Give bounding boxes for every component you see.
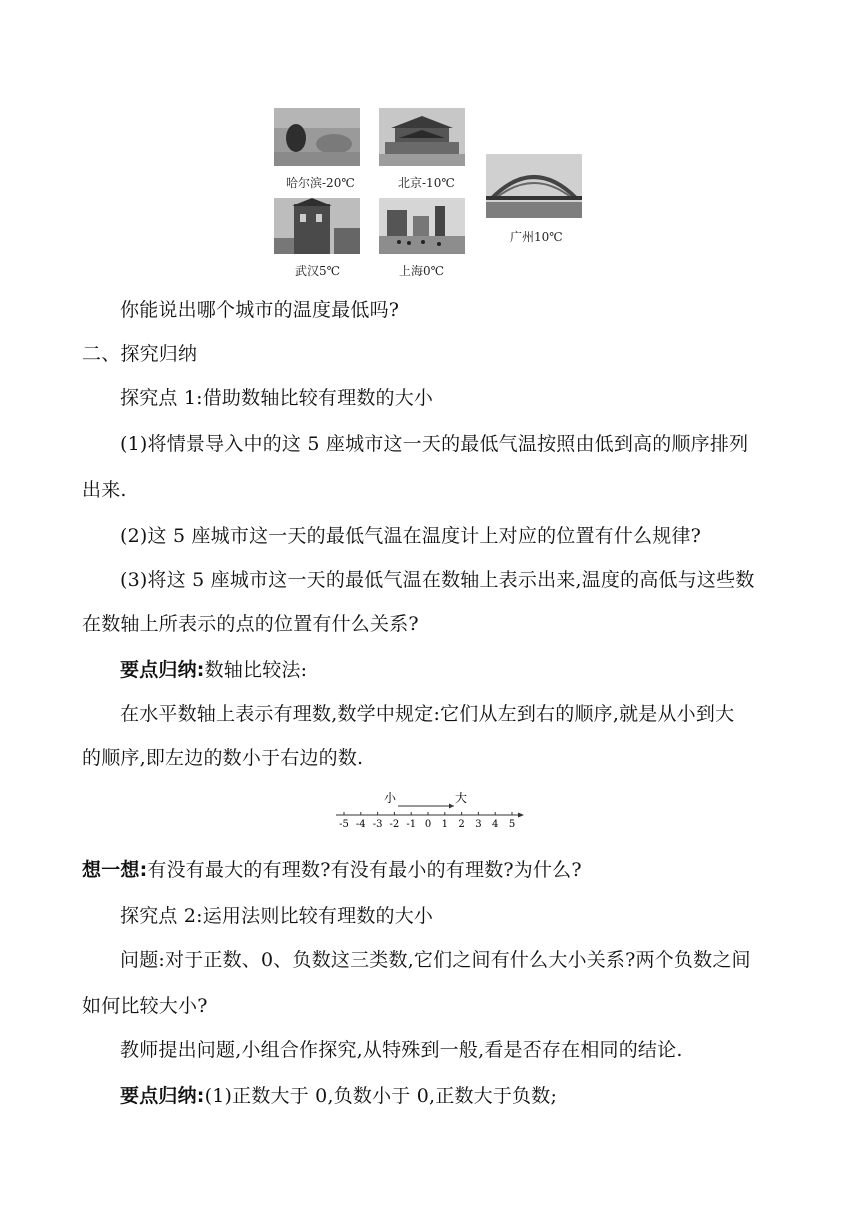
tick-label: -1 <box>406 819 417 830</box>
think-line <box>82 858 582 882</box>
tick-label: -5 <box>339 819 349 830</box>
tick-label: -4 <box>355 819 366 830</box>
think-label: 想一想: <box>82 859 148 881</box>
guangzhou-photo <box>486 154 582 218</box>
axis-arrow-icon <box>518 813 524 818</box>
problem-line2: 如何比较大小? <box>82 995 208 1017</box>
key-point-1 <box>120 658 307 682</box>
section-title: 二、探究归纳 <box>82 343 198 365</box>
tick-label: 2 <box>458 819 465 830</box>
wuhan-photo <box>274 198 360 254</box>
problem-line1: 问题:对于正数、0、负数这三类数,它们之间有什么大小关系?两个负数之间 <box>120 949 751 971</box>
tick-label: 1 <box>441 819 448 830</box>
tick-label: 3 <box>475 819 482 830</box>
beijing-caption: 北京-10℃ <box>398 176 455 190</box>
key-point-2-label: 要点归纳: <box>120 1085 205 1107</box>
shanghai-caption: 上海0℃ <box>399 264 445 278</box>
tick-label: -3 <box>372 819 383 830</box>
shanghai-photo <box>379 198 465 254</box>
tick-label: 4 <box>492 819 499 830</box>
q2-line: (2)这 5 座城市这一天的最低气温在温度计上对应的位置有什么规律? <box>120 525 702 547</box>
rule-line2: 的顺序,即左边的数小于右边的数. <box>82 747 364 769</box>
think-text: 有没有最大的有理数?有没有最小的有理数?为什么? <box>147 859 582 881</box>
small-label: 小 <box>383 791 397 805</box>
number-line-svg <box>330 790 530 830</box>
question-lowest: 你能说出哪个城市的温度最低吗? <box>120 299 400 321</box>
direction-arrow-icon <box>449 804 454 809</box>
point2-title: 探究点 2:运用法则比较有理数的大小 <box>120 905 434 927</box>
tick-label: 5 <box>508 819 516 830</box>
q3-line2: 在数轴上所表示的点的位置有什么关系? <box>82 613 419 635</box>
q1-line2: 出来. <box>82 479 127 501</box>
point1-title: 探究点 1:借助数轴比较有理数的大小 <box>120 387 434 409</box>
tick-label: -2 <box>389 819 400 830</box>
key-point-2 <box>120 1084 557 1108</box>
harbin-photo <box>274 108 360 166</box>
wuhan-caption: 武汉5℃ <box>295 264 341 278</box>
number-line-diagram <box>330 790 530 830</box>
teacher-line: 教师提出问题,小组合作探究,从特殊到一般,看是否存在相同的结论. <box>120 1039 683 1061</box>
harbin-caption: 哈尔滨-20℃ <box>286 176 355 190</box>
key-point-text: 数轴比较法: <box>204 659 308 681</box>
beijing-photo <box>379 108 465 166</box>
tick-label: 0 <box>424 819 432 830</box>
big-label: 大 <box>454 791 468 805</box>
key-point-2-text: (1)正数大于 0,负数小于 0,正数大于负数; <box>204 1085 558 1107</box>
q1-line1: (1)将情景导入中的这 5 座城市这一天的最低气温按照由低到高的顺序排列 <box>120 433 749 455</box>
rule-line1: 在水平数轴上表示有理数,数学中规定:它们从左到右的顺序,就是从小到大 <box>120 703 735 725</box>
guangzhou-caption: 广州10℃ <box>510 230 563 244</box>
q3-line1: (3)将这 5 座城市这一天的最低气温在数轴上表示出来,温度的高低与这些数 <box>120 569 755 591</box>
key-point-label: 要点归纳: <box>120 659 205 681</box>
